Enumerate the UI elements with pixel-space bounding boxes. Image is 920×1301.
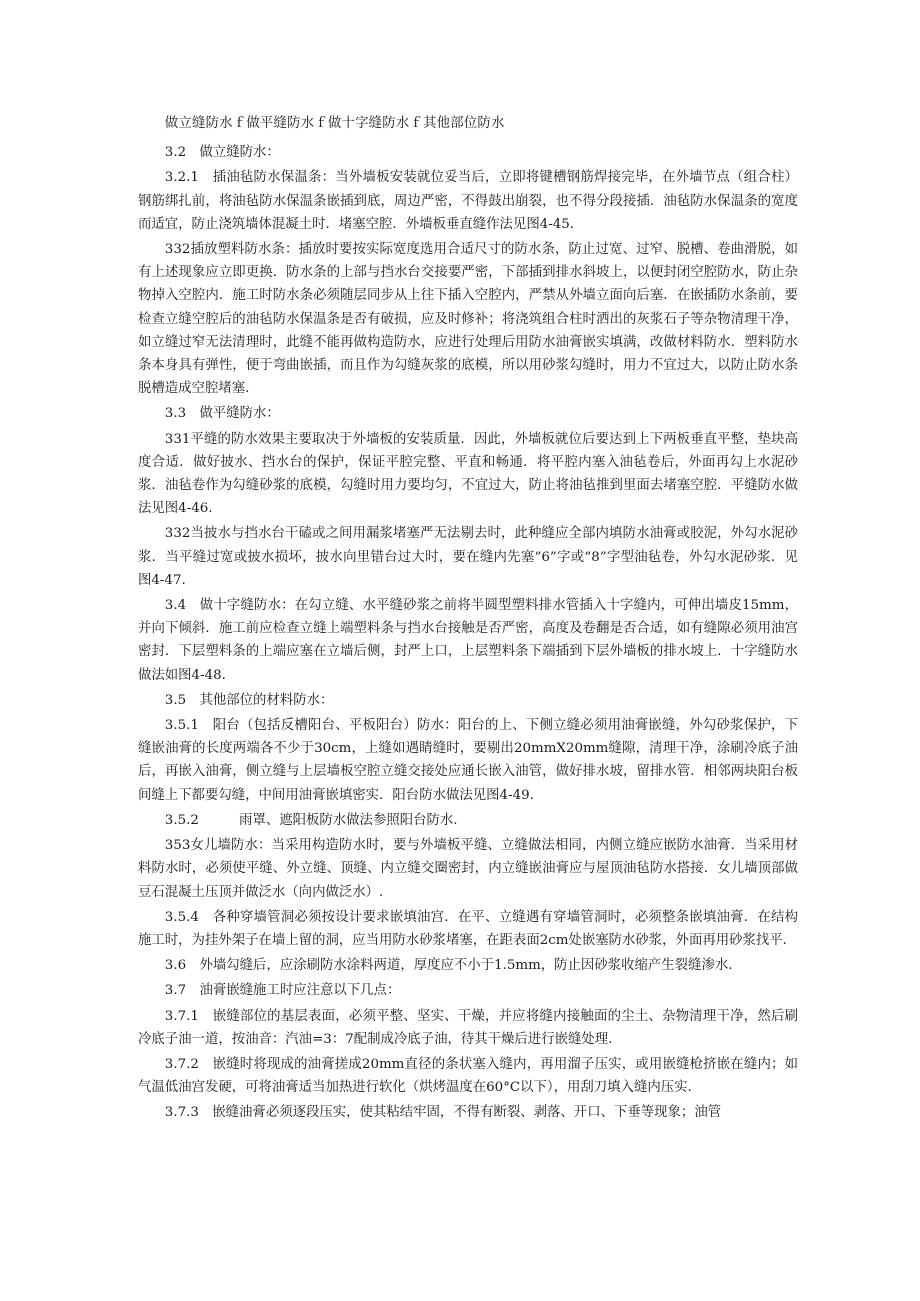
paragraph-3-4: 3.4 做十字缝防水：在勾立缝、水平缝砂浆之前将半圆型塑料排水管插入十字缝内，可伸出墙皮15mm，并向下倾斜．施工前应检查立缝上端塑料条与挡水台接触是否严密，高度及卷翻是否合适，如有缝隙必须用油宫密封．下层塑料条的上端应塞在立墙后侧，封严上口，上层塑料条下端插到下层外墙板的排水坡上．十字缝防水做法如图4-48. <box>138 598 798 683</box>
section-3-2-heading: 3.2 做立缝防水： <box>164 145 280 161</box>
paragraph-3-7-1: 3.7.1 嵌缝部位的基层表面，必须平整、坚实、干燥，并应将缝内接触面的尘土、杂物清理干净，然后刷冷底子油一道，按油音：汽油=3：7配制成冷底子油，待其干燥后进行嵌缝处理. <box>138 1008 798 1047</box>
paragraph-3-3-1: 331平缝的防水效果主要取决于外墙板的安装质量．因此，外墙板就位后要达到上下两板垂直平整，垫块高度合适．做好披水、挡水台的保护，保证平腔完整、平直和畅通．将平腔内塞入油毡卷后，外面再勾上水泥砂浆．油毡卷作为勾缝砂浆的底模，勾缝时用力要均匀，不宜过大，防止将油毡推到里面去堵塞空腔．平缝防水做法见图4-46. <box>138 431 798 517</box>
paragraph-3-3-2: 332当披水与挡水台干磕或之间用漏浆堵塞严无法剔去时，此种缝应全部内填防水油膏或胶泥，外勾水泥砂浆．当平缝过宽或披水损坏，披水向里错台过大时，要在缝内先塞“6”字或“8”字型油毡卷，外勾水泥砂浆．见图4-47. <box>138 526 798 588</box>
section-3-5-heading: 3.5 其他部位的材料防水： <box>164 692 334 708</box>
paragraph-3-2-2: 332插放塑料防水条：插放时要按实际宽度选用合适尺寸的防水条，防止过宽、过窄、脱槽、卷曲滑脱，如有上述现象应立即更换．防水条的上部与挡水台交接要严密，下部插到排水斜坡上，以便封闭空腔防水，防止杂物掉入空腔内．施工时防水条必须随层同步从上往下插入空腔内，严禁从外墙立面向后塞．在嵌插防水条前，要检查立缝空腔后的油毡防水保温条是否有破损，应及时修补；将浇筑组合柱时洒出的灰浆石子等杂物清理干净，如立缝过窄无法清理时，此缝不能再做构造防水，应进行处理后用防水油膏嵌实填满，改做材料防水．塑料防水条本身具有弹性，便于弯曲嵌插，而且作为勾缝灰浆的底模，所以用砂浆勾缝时，用力不宜过大，以防止防水条脱槽造成空腔堵塞. <box>138 242 798 397</box>
section-3-7-heading: 3.7 油膏嵌缝施工时应注意以下几点： <box>164 983 401 999</box>
paragraph-3-5-4: 3.5.4 各种穿墙管洞必须按设计要求嵌填油宫．在平、立缝遇有穿墙管洞时，必须整条嵌填油膏．在结构施工时，为挂外架子在墙上留的洞，应当用防水砂浆堵塞，在距表面2cm处嵌塞防水砂浆，外面再用砂浆找平. <box>138 909 798 948</box>
paragraph-3-6: 3.6 外墙勾缝后，应涂刷防水涂料两道，厚度应不小于1.5mm，防止因砂浆收缩产生裂缝渗水. <box>164 958 733 974</box>
document-body <box>138 112 798 1127</box>
section-3-3-heading: 3.3 做平缝防水： <box>164 406 280 422</box>
paragraph-3-5-1: 3.5.1 阳台（包括反槽阳台、平板阳台）防水：阳台的上、下侧立缝必须用油膏嵌缝，外勾砂浆保护，下缝嵌油膏的长度两端各不少于30cm，上缝如遇睛缝时，要剔出20mmX20mm缝隙，清理干净，涂刷冷底子油后，再嵌入油膏，侧立缝与上层墙板空腔立缝交接处应通长嵌入油管，做好排水坡，留排水管．相邻两块阳台板间缝上下都要勾缝，中间用油膏嵌填密实．阳台防水做法见图4-49. <box>138 718 798 803</box>
process-flow-line: 做立缝防水ｆ做平缝防水ｆ做十字缝防水ｆ其他部位防水 <box>164 116 505 131</box>
paragraph-3-5-2: 3.5.2 雨罩、遮阳板防水做法参照阳台防水. <box>164 812 458 828</box>
paragraph-3-5-3: 353女儿墙防水：当采用构造防水时，要与外墙板平缝、立缝做法相同，内侧立缝应嵌防水油膏．当采用材料防水时，必须使平缝、外立缝、顶缝、内立缝交圈密封，内立缝嵌油膏应与屋顶油毡防水搭接．女儿墙顶部做豆石混凝土压顶并做泛水（向内做泛水）. <box>138 838 798 900</box>
paragraph-3-7-3: 3.7.3 嵌缝油膏必须逐段压实，使其粘结牢固，不得有断裂、剥落、开口、下垂等现象；油管 <box>164 1105 722 1121</box>
paragraph-3-7-2: 3.7.2 嵌缝时将现成的油膏搓成20mm直径的条状塞入缝内，再用溜子压实，或用嵌缝枪挤嵌在缝内；如气温低油宫发硬，可将油膏适当加热进行软化（烘烤温度在60°C以下），用刮刀填入缝内压实. <box>138 1056 798 1096</box>
paragraph-3-2-1: 3.2.1 插油毡防水保温条：当外墙板安装就位妥当后，立即将键槽钢筋焊接完毕，在外墙节点（组合柱）钢筋绑扎前，将油毡防水保温条嵌插到底，周边严密，不得鼓出崩裂，也不得分段接插．油毡防水保温条的宽度而适宜，防止浇筑墙体混凝土时．堵塞空腔．外墙板垂直缝作法见图4-45. <box>138 170 798 232</box>
